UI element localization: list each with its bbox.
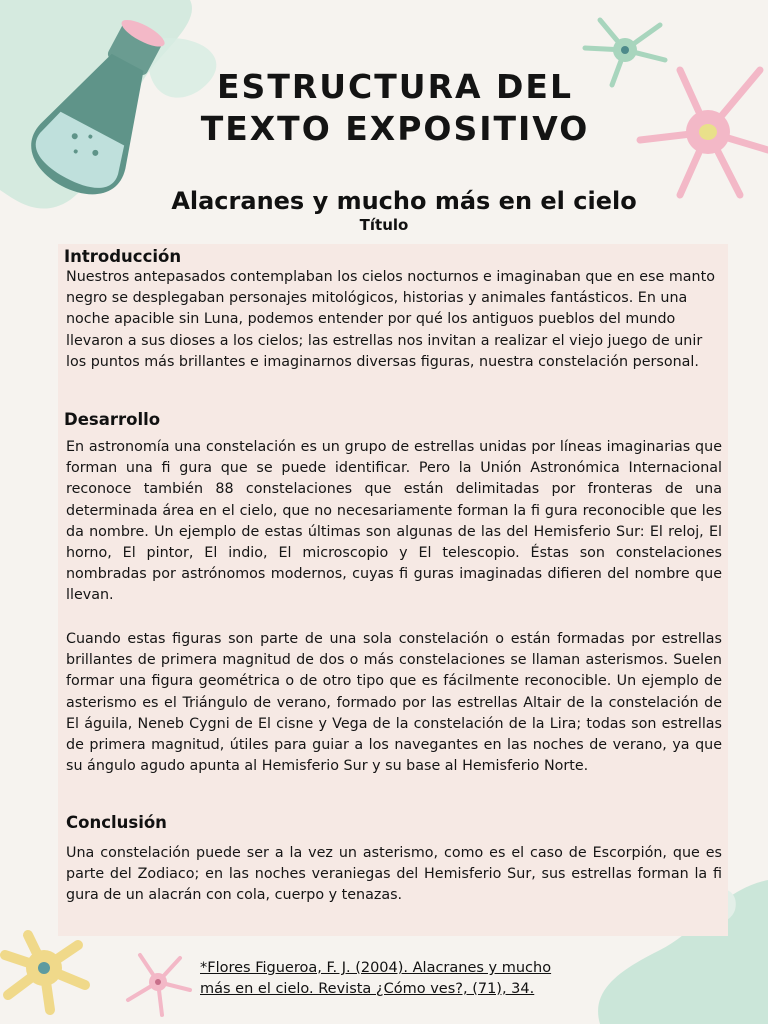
- development-paragraph-1: En astronomía una constelación es un grupo de estrellas unidas por líneas imaginarias que forman una fi gura que se puede identificar. Pero la Unión Astronómica Internacional reconoce también 88 constelaciones que están delimitadas por fronteras de una determinada área en el cielo, que no necesariamente forman la fi gura reconocible que les da nombre. Un ejemplo de estas últimas son algunas de las del Hemisferio Sur: El reloj, El horno, El pintor, El indio, El microscopio y El telescopio. Éstas son constelaciones nombradas por astrónomos modernos, cuyas fi guras imaginadas difieren del nombre que llevan.: [66, 439, 722, 604]
- conclusion-paragraph: Una constelación puede ser a la vez un asterismo, como es el caso de Escorpión, que es parte del Zodiaco; en las noches veraniegas del Hemisferio Sur, sus estrellas forman la fi gura de un alacrán con cola, cuerpo y tenazas.: [66, 845, 722, 904]
- citation-link[interactable]: *Flores Figueroa, F. J. (2004). Alacranes y mucho más en el cielo. Revista ¿Cómo ves?, (71), 34.: [200, 960, 552, 997]
- document-subtitle: Alacranes y mucho más en el cielo: [171, 187, 637, 215]
- bacteria-icon: [5, 935, 85, 1010]
- development-heading: Desarrollo: [64, 410, 161, 429]
- neuron-icon: [640, 70, 768, 195]
- title-label: Título: [359, 216, 409, 234]
- neuron-icon: [128, 955, 190, 1015]
- page-title-line-2: TEXTO EXPOSITIVO: [200, 109, 590, 148]
- development-paragraph-2: Cuando estas figuras son parte de una sola constelación o están formadas por estrellas brillantes de primera magnitud de dos o más constelaciones se llaman asterismos. Suelen formar una figura geométrica o de otro tipo que es fácilmente reconocible. Un ejemplo de asterismo es el Triángulo de verano, formado por las estrellas Altair de la constelación de El águila, Neneb Cygni de El cisne y Vega de la constelación de la Lira; todas son estrellas de primera magnitud, útiles para guiar a los navegantes en las noches de verano, ya que su ángulo agudo apunta al Hemisferio Sur y su base al Hemisferio Norte.: [66, 631, 722, 775]
- page-title-line-1: ESTRUCTURA DEL: [217, 67, 573, 106]
- intro-paragraph: Nuestros antepasados contemplaban los cielos nocturnos e imaginaban que en ese manto negro se desplegaban personajes mitológicos, historias y animales fantásticos. En una noche apacible sin Luna, podemos entender por qué los antiguos pueblos del mundo llevaron a sus dioses a los cielos; las estrellas nos invitan a realizar el viejo juego de unir los puntos más brillantes e imaginarnos diversas figuras, nuestra constelación personal.: [66, 269, 715, 370]
- page-title: [170, 66, 620, 150]
- conclusion-heading: Conclusión: [66, 813, 167, 832]
- intro-heading: Introducción: [64, 247, 182, 266]
